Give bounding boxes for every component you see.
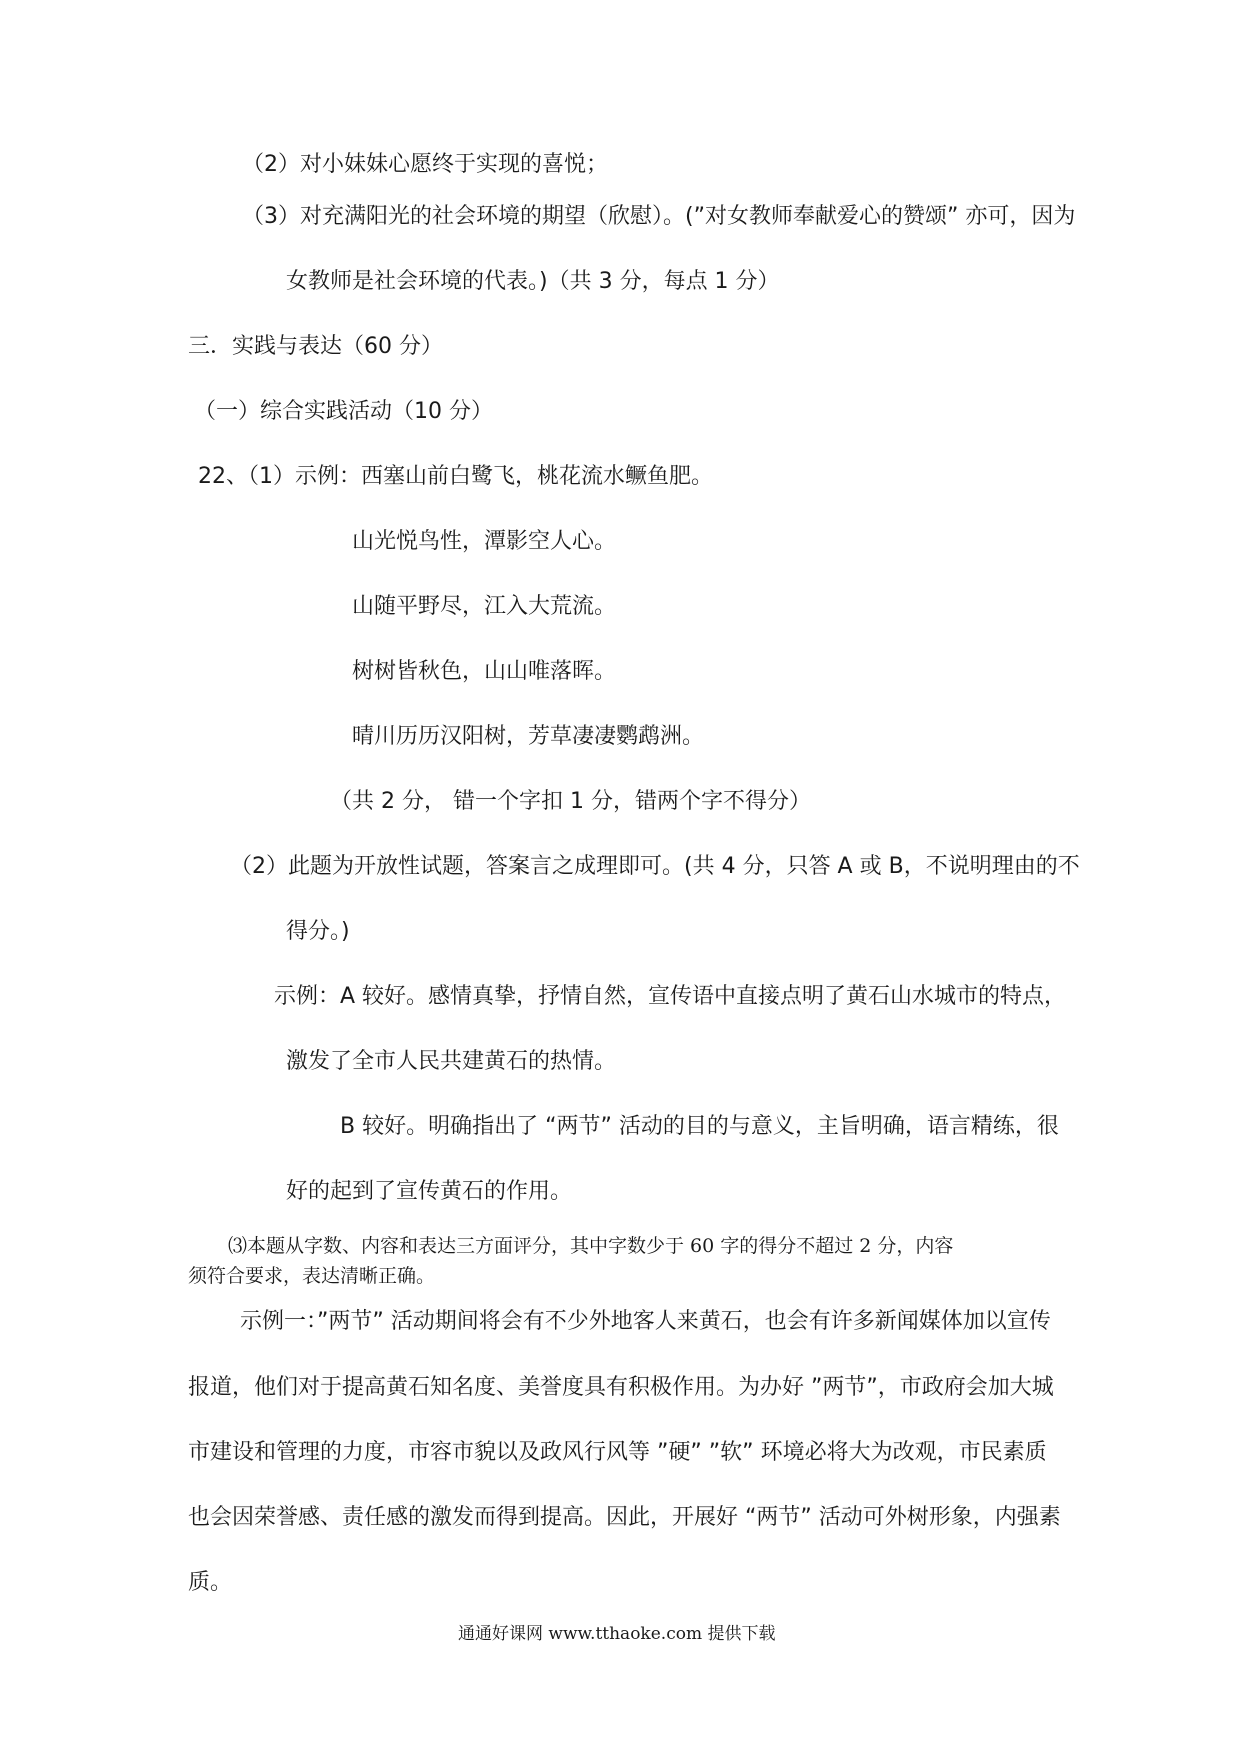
poem-line-1: 山光悦鸟性，潭影空人心。	[352, 529, 617, 554]
subsection-heading-1: （一）综合实践活动（10 分）	[194, 399, 493, 424]
example-one-line-1: 示例一：”两节” 活动期间将会有不少外地客人来黄石，也会有许多新闻媒体加以宣传	[240, 1309, 1051, 1334]
example-one-line-3: 市建设和管理的力度，市容市貌以及政风行风等 ”硬” ”软” 环境必将大为改观，市民素质	[188, 1440, 1047, 1465]
example-a-line-1: 示例：A 较好。感情真挚，抒情自然，宣传语中直接点明了黄石山水城市的特点，	[274, 984, 1067, 1009]
example-one-line-4: 也会因荣誉感、责任感的激发而得到提高。因此，开展好 “两节” 活动可外树形象，内强素	[188, 1505, 1061, 1530]
example-b-line-1: B 较好。明确指出了 “两节” 活动的目的与意义，主旨明确，语言精练，很	[340, 1114, 1059, 1139]
answer-line-22-3: ⑶本题从字数、内容和表达三方面评分，其中字数少于 60 字的得分不超过 2 分，内容	[228, 1235, 954, 1257]
example-b-line-2: 好的起到了宣传黄石的作用。	[286, 1179, 573, 1204]
page-footer: 通通好课网 www.tthaoke.com 提供下载	[458, 1624, 776, 1644]
answer-line-22-1: 22、（1）示例：西塞山前白鹭飞，桃花流水鳜鱼肥。	[198, 464, 713, 489]
example-a-line-2: 激发了全市人民共建黄石的热情。	[286, 1049, 617, 1074]
answer-line-3: 女教师是社会环境的代表。)（共 3 分，每点 1 分）	[286, 269, 780, 294]
answer-line-22-2-cont: 得分。)	[286, 919, 350, 944]
scoring-note-1: （共 2 分， 错一个字扣 1 分，错两个字不得分）	[330, 789, 811, 814]
example-one-line-2: 报道，他们对于提高黄石知名度、美誉度具有积极作用。为办好 ”两节”，市政府会加大城	[188, 1375, 1054, 1400]
poem-line-2: 山随平野尽，江入大荒流。	[352, 594, 617, 619]
section-heading-3: 三．实践与表达（60 分）	[188, 334, 443, 359]
answer-line-22-2: （2）此题为开放性试题，答案言之成理即可。(共 4 分，只答 A 或 B，不说明理由的不	[230, 854, 1080, 879]
example-one-line-5: 质。	[188, 1570, 233, 1595]
answer-line-2: （3）对充满阳光的社会环境的期望（欣慰）。(”对女教师奉献爱心的赞颂” 亦可，因为	[242, 204, 1076, 229]
poem-line-4: 晴川历历汉阳树，芳草凄凄鹦鹉洲。	[352, 724, 705, 749]
answer-line-1: （2）对小妹妹心愿终于实现的喜悦；	[242, 152, 608, 177]
answer-line-22-3-cont: 须符合要求，表达清晰正确。	[188, 1265, 436, 1287]
poem-line-3: 树树皆秋色，山山唯落晖。	[352, 659, 617, 684]
